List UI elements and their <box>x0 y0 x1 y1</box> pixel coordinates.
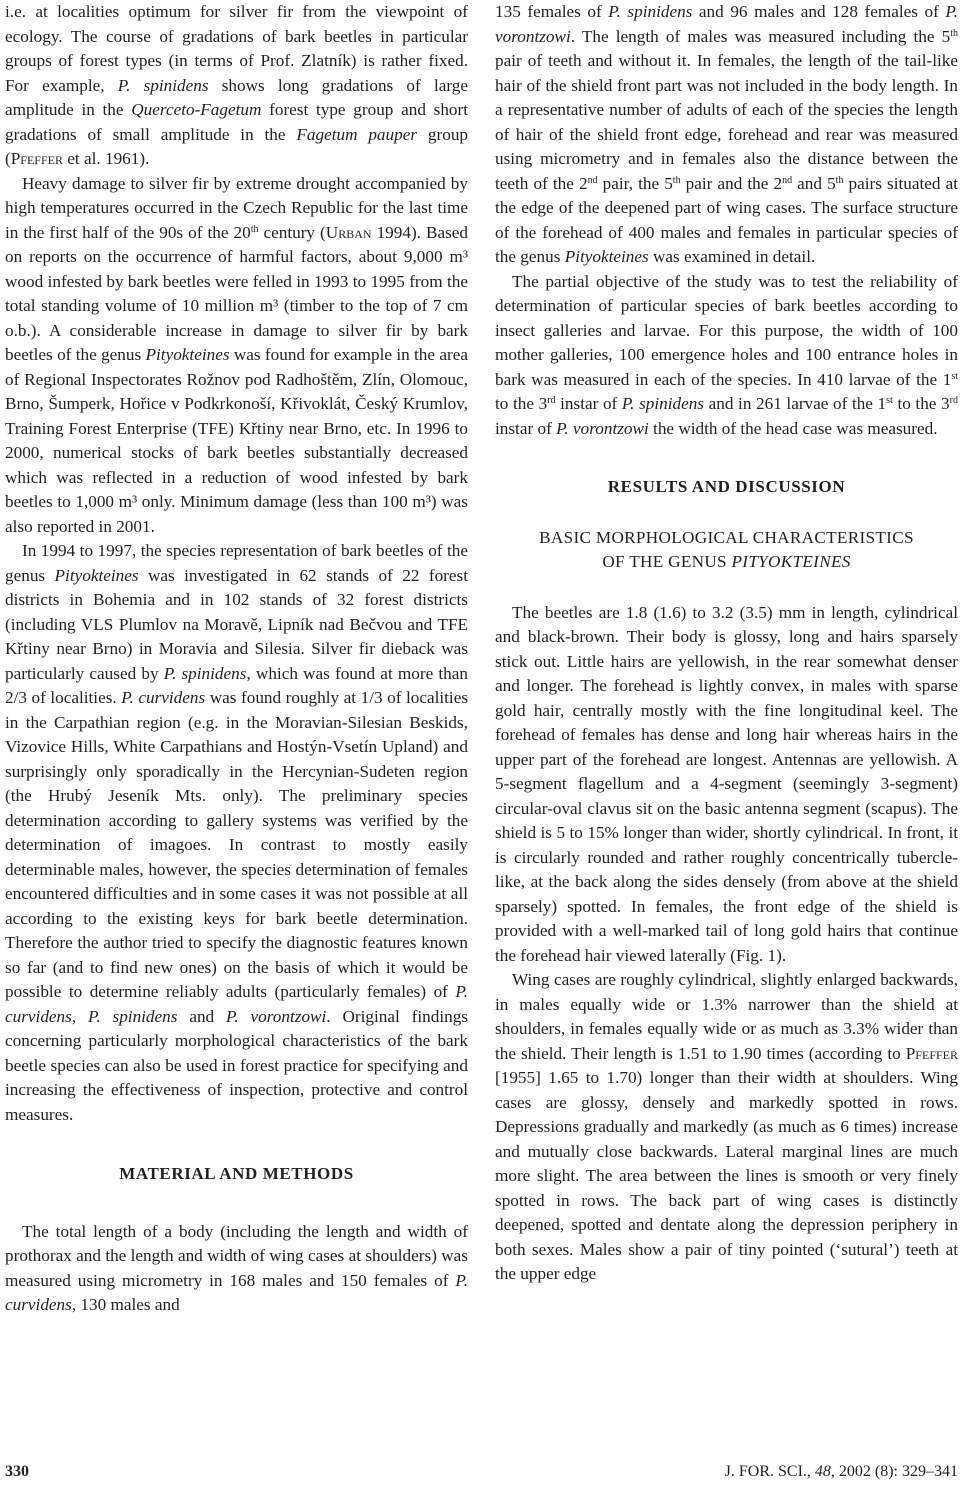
section-heading-results: RESULTS AND DISCUSSION <box>607 477 846 496</box>
journal-reference: J. FOR. SCI., 48, 2002 (8): 329–341 <box>724 1463 958 1480</box>
paragraph-methods: The total length of a body (including the length and width of prothorax and the length and width of wing cases at shoulders) was measured using micrometry in 168 males and 150 females of P. curvidens, 130 males and <box>5 1221 468 1314</box>
paragraph-species-representation: In 1994 to 1997, the species representation of bark beetles of the genus Pityokteines was investigated in 62 stands of 22 forest districts in Bohemia and in 102 stands of 32 forest districts (including VLS Plumlov na Moravě, Lipník nad Bečvou and TFE Křtiny near Brno) in Moravia and Silesia. Silver fir dieback was particularly caused by P. spinidens, which was found at more than 2/3 of localities. P. curvidens was found roughly at 1/3 of localities in the Carpathian region (e.g. in the Moravian-Silesian Beskids, Vizovice Hills, White Carpathians and Hostýn-Vsetín Upland) and surprisingly only sporadically in the Hercynian-Sudeten region (the Hrubý Jeseník Mts. only). The preliminary species determination according to gallery systems was verified by the determination of imagoes. In contrast to mostly easily determinable males, however, the species determination of females encountered difficulties and in some cases it was not possible at all according to the existing keys for bark beetle determination. Therefore the author tried to specify the diagnostic features known so far (and to find new ones) on the basis of which it would be possible to determine reliably adults (particularly females) of P. curvidens, P. spinidens and P. vorontzowi. Original findings concerning particularly morphological characteristics of the bark beetle species can also be used in forest practice for specifying and increasing the effectiveness of inspection, protective and control measures. <box>5 541 469 1124</box>
paragraph-beetle-description: The beetles are 1.8 (1.6) to 3.2 (3.5) mm in length, cylindrical and black-brown. Their body is glossy, long and hairs sparsely stick out. Little hairs are yellowish, in the rear somewhat denser and longer. The forehead is lightly convex, in males with sparse gold hair, centrally mostly with the fine longitudinal keel. The forehead of females has dense and long hair whereas hairs in the upper part of the forehead are longest. Antennas are yellowish. A 5-segment flagellum and a 4-segment (seemingly 3-segment) circular-oval clavus sit on the basic antenna segment (scapus). The shield is 5 to 15% longer than wider, shortly cylindrical. In front, it is circularly rounded and rather roughly concentrically tubercle-like, at the back along the sides densely (from above at the shield sparsely) spotted. In females, the front edge of the shield is provided with a well-marked tail of long gold hairs that continue the forehead hair viewed laterally (Fig. 1). <box>495 602 958 965</box>
paragraph-measurements: 135 females of P. spinidens and 96 males and 128 females of P. vorontzowi. The length of males was measured including the 5th pair of teeth and without it. In females, the length of the tail-like hair of the shield front part was not included in the body length. In a representative number of adults of each of the species the length of hair of the shield front edge, forehead and rear was measured using micrometry and in females also the distance between the teeth of the 2nd pair, the 5th pair and the 2nd and 5th pairs situated at the edge of the deepened part of wing cases. The surface structure of the forehead of 400 males and females in particular species of the genus Pityokteines was examined in detail. <box>495 2 958 266</box>
left-column <box>5 0 468 1318</box>
paragraph-intro: i.e. at localities optimum for silver fir from the viewpoint of ecology. The course of gradations of bark beetles in particular groups of forest types (in terms of Prof. Zlatník) is rather fixed. For example, P. spinidens shows long gradations of large amplitude in the Querceto-Fagetum forest type group and short gradations of small amplitude in the Fagetum pauper group (Pfeffer et al. 1961). <box>5 2 469 168</box>
paragraph-partial-objective: The partial objective of the study was to test the reliability of determination of particular species of bark beetles according to insect galleries and larvae. For this purpose, the width of 100 mother galleries, 100 emergence holes and 100 entrance holes in bark was measured in each of the species. In 410 larvae of the 1st to the 3rd instar of P. spinidens and in 261 larvae of the 1st to the 3rd instar of P. vorontzowi the width of the head case was measured. <box>495 271 958 438</box>
paragraph-damage: Heavy damage to silver fir by extreme drought accompanied by high temperatures occurred in the Czech Republic for the last time in the first half of the 90s of the 20th century (Urban 1994). Based on reports on the occurrence of harmful factors, about 9,000 m³ wood infested by bark beetles were felled in 1993 to 1995 from the total standing volume of 10 million m³ (timber to the top of 7 cm o.b.). A considerable increase in damage to silver fir by bark beetles of the genus Pityokteines was found for example in the area of Regional Inspectorates Rožnov pod Radhoštěm, Zlín, Olomouc, Brno, Šumperk, Hořice v Podkrkonoší, Křivoklát, Český Krumlov, Training Forest Enterprise (TFE) Křtiny near Brno, etc. In 1996 to 2000, numerical stocks of bark beetles substantially decreased which was reflected in a reduction of wood infested by bark beetles to 1,000 m³ only. Minimum damage (less than 100 m³) was also reported in 2001. <box>5 173 468 536</box>
subheading-morphology: BASIC MORPHOLOGICAL CHARACTERISTICS OF THE GENUS PITYOKTEINES <box>539 527 914 571</box>
paragraph-wing-cases: Wing cases are roughly cylindrical, slightly enlarged backwards, in males equally wide or 1.3% narrower than the shield at shoulders, in females equally wide or as much as 3.3% wider than the shield. Their length is 1.51 to 1.90 times (according to Pfeffer [1955] 1.65 to 1.70) longer than their width at shoulders. Wing cases are glossy, densely and markedly spotted in rows. Depressions gradually and markedly (as much as 6 times) increase and mutually close backwards. Lateral marginal lines are much more slight. The area between the lines is smooth or very finely spotted in rows. The back part of wing cases is distinctly deepened, spotted and dentate along the depression periphery in both sexes. Males show a pair of tiny pointed (‘sutural’) teeth at the upper edge <box>495 970 958 1283</box>
page-number: 330 <box>5 1463 29 1480</box>
section-heading-methods: MATERIAL AND METHODS <box>119 1164 354 1183</box>
right-column <box>495 0 958 1287</box>
